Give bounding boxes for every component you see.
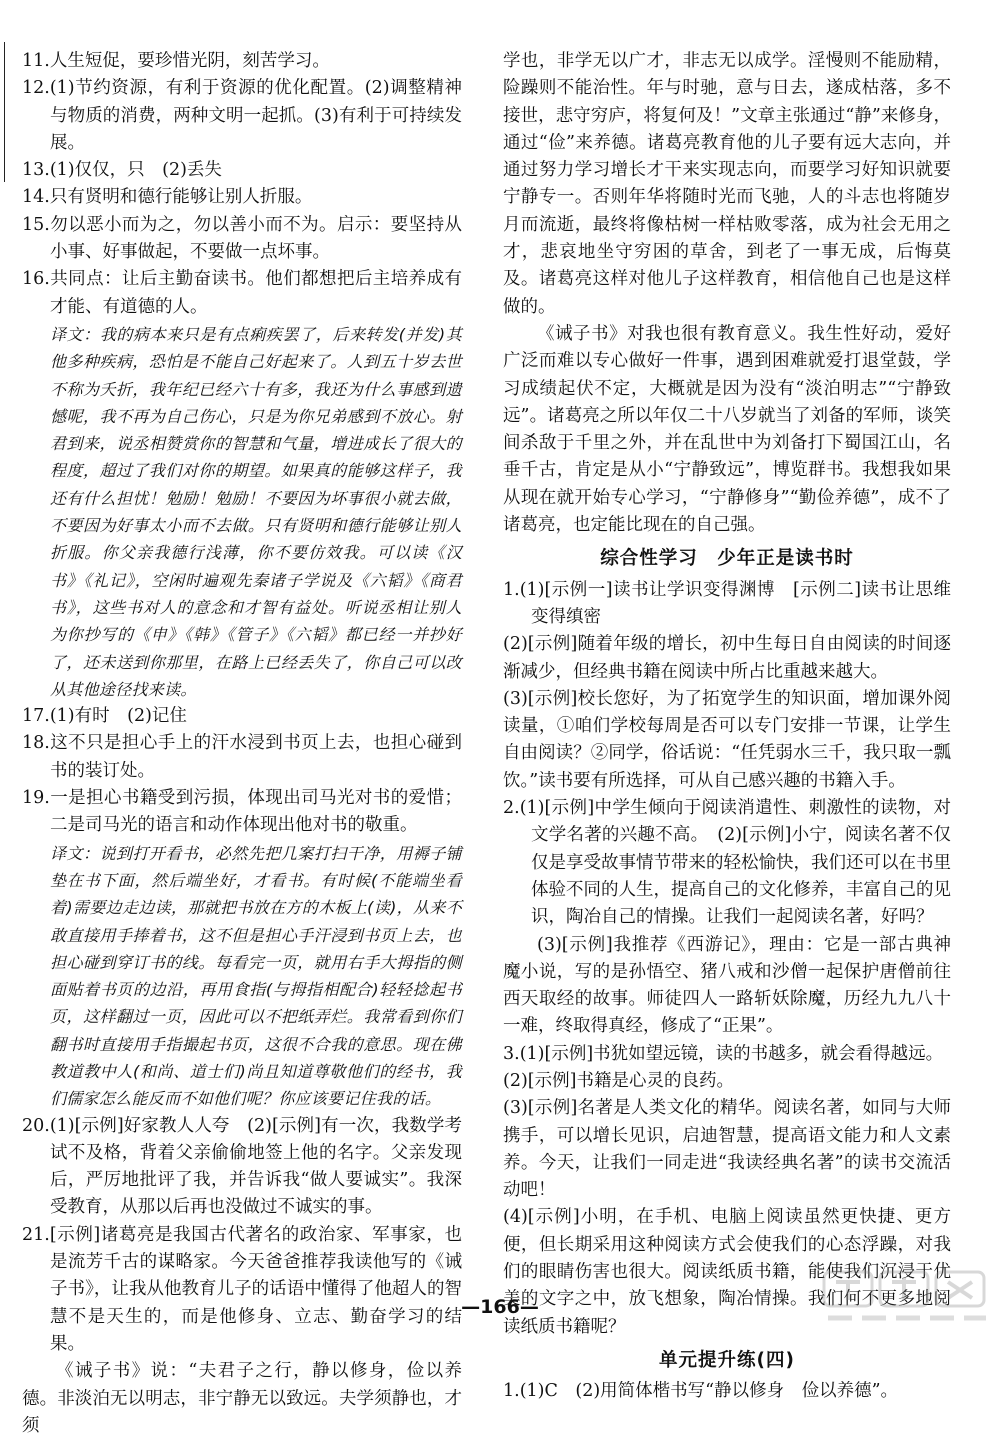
section-heading: 综合性学习 少年正是读书时 [600, 548, 854, 570]
answer-paragraph: (3)[示例]校长您好，为了拓宽学生的知识面，增加课外阅读量，①咱们学校每周是否可以专门安排一节课，让学生自由阅读？②同学，俗话说：“任凭弱水三千，我只取一瓢饮。”读书要有所选择，可从自己感兴趣的书籍入手。 [503, 688, 951, 791]
answer-paragraph: 译文：说到打开看书，必然先把几案打扫干净，用褥子铺垫在书下面，然后端坐好，才看书。有时候(不能端坐看着)需要边走边读，那就把书放在方的木板上(读)，从来不敢直接用手捧着书，这不但是担心手汗浸到书页上去，也担心碰到穿订书的线。每看完一页，就用右手大拇指的侧面贴着书页的边沿，再用食指(与拇指相配合)轻轻捻起书页，这样翻过一页，因此可以不把纸弄烂。我常看到你们翻书时直接用手指撮起书页，这很不合我的意思。现在佛教道教中人(和尚、道士们)尚且知道尊敬他们的经书，我们儒家怎么能反而不如他们呢？你应该要记住我的话。 [50, 843, 462, 1109]
answer-column-right [503, 48, 951, 1406]
answer-paragraph: 学也，非学无以广才，非志无以成学。淫慢则不能励精，险躁则不能治性。年与时驰，意与日去，遂成枯落，多不接世，悲守穷庐，将复何及！”文章主张通过“静”来修身，通过“俭”来养德。诸葛亮教育他的儿子要有远大志向，并通过努力学习增长才干来实现志向，而要学习好知识就要宁静专一。否则年华将随时光而飞驰，人的斗志也将随岁月而流逝，最终将像枯树一样枯败零落，成为社会无用之才，悲哀地坐守穷困的草舍，到老了一事无成，后悔莫及。诸葛亮这样对他儿子这样教育，相信他自己也是这样做的。 [503, 51, 951, 317]
answer-paragraph: 18.这不只是担心手上的汗水浸到书页上去，也担心碰到书的装订处。 [22, 733, 462, 781]
answer-paragraph: 2.(1)[示例]中学生倾向于阅读消遣性、刺激性的读物，对文学名著的兴趣不高。 (2)[示例]小宁，阅读名著不仅仅是享受故事情节带来的轻松愉快，我们还可以在书里体验不同的人生，提高自己的文化修养，丰富自己的见识，陶冶自己的情操。让我们一起阅读名著，好吗？ [503, 798, 951, 928]
answer-column-left [22, 48, 462, 1440]
answer-paragraph: 11.人生短促，要珍惜光阴，刻苦学习。 [22, 51, 330, 71]
answer-paragraph: (3)[示例]我推荐《西游记》，理由：它是一部古典神魔小说，写的是孙悟空、猪八戒和沙僧一起保护唐僧前往西天取经的故事。师徒四人一路斩妖除魔，历经九九八十一难，终取得真经，修成了“正果”。 [503, 934, 951, 1037]
answer-paragraph: 译文：我的病本来只是有点痢疾罢了，后来转发(并发)其他多种疾病，恐怕是不能自己好起来了。人到五十岁去世不称为夭折，我年纪已经六十有多，我还为什么事感到遗憾呢，我不再为自己伤心，只是为你兄弟感到不放心。射君到来，说丞相赞赏你的智慧和气量，增进成长了很大的程度，超过了我们对你的期望。如果真的能够这样子，我还有什么担忧！勉励！勉励！不要因为坏事很小就去做，不要因为好事太小而不去做。只有贤明和德行能够让别人折服。你父亲我德行浅薄，你不要仿效我。可以读《汉书》《礼记》，空闲时遍观先秦诸子学说及《六韬》《商君书》，这些书对人的意念和才智有益处。听说丞相让别人为你抄写的《申》《韩》《管子》《六韬》都已经一并抄好了，还未送到你那里，在路上已经丢失了，你自己可以改从其他途径找来读。 [50, 324, 462, 699]
answer-paragraph: (2)[示例]随着年级的增长，初中生每日自由阅读的时间逐渐减少，但经典书籍在阅读中所占比重越来越大。 [503, 634, 951, 682]
answer-paragraph: 15.勿以恶小而为之，勿以善小而不为。启示：要坚持从小事、好事做起，不要做一点坏事。 [22, 214, 462, 263]
answer-paragraph: 19.一是担心书籍受到污损，体现出司马光对书的爱惜；二是司马光的语言和动作体现出他对书的敬重。 [22, 788, 462, 836]
answer-paragraph: 16.共同点：让后主勤奋读书。他们都想把后主培养成有才能、有道德的人。 [22, 269, 462, 317]
answer-paragraph: 21.[示例]诸葛亮是我国古代著名的政治家、军事家，也是流芳千古的谋略家。今天爸爸推荐我读他写的《诫子书》，让我从他教育儿子的话语中懂得了他超人的智慧不是天生的，而是他修身、立志、勤奋学习的结果。 [22, 1224, 462, 1354]
answer-paragraph: 13.(1)仅仅，只 (2)丢失 [22, 160, 222, 181]
margin-rule [4, 42, 5, 182]
page-number: —166— [461, 1296, 539, 1318]
answer-paragraph: (4)[示例]小明，在手机、电脑上阅读虽然更快捷、更方便，但长期采用这种阅读方式会使我们的心态浮躁，对我们的眼睛伤害也很大。阅读纸质书籍，能使我们沉浸于优美的文字之中，放飞想象，陶冶情操。我们何不更多地阅读纸质书籍呢？ [503, 1207, 951, 1337]
answer-paragraph: 《诫子书》对我也很有教育意义。我生性好动，爱好广泛而难以专心做好一件事，遇到困难就爱打退堂鼓，学习成绩起伏不定，大概就是因为没有“淡泊明志”“宁静致远”。诸葛亮之所以年仅二十八岁就当了刘备的军师，谈笑间杀敌于千里之外，并在乱世中为刘备打下蜀国江山，名垂千古，肯定是从小“宁静致远”，博览群书。我想我如果从现在就开始专心学习，“宁静修身”“勤俭养德”，成不了诸葛亮，也定能比现在的自己强。 [503, 323, 951, 536]
answer-paragraph: 20.(1)[示例]好家教人人夸 (2)[示例]有一次，我数学考试不及格，背着父亲偷偷地签上他的名字。父亲发现后，严厉地批评了我，并告诉我“做人要诚实”。我深受教育，从那以后再也没做过不诚实的事。 [22, 1115, 462, 1218]
section-heading: 单元提升练(四) [659, 1349, 795, 1371]
answer-paragraph: 3.(1)[示例]书犹如望远镜，读的书越多，就会看得越远。 [503, 1043, 944, 1064]
answer-paragraph: 《诫子书》说：“夫君子之行，静以修身，俭以养德。非淡泊无以明志，非宁静无以致远。夫学须静也，才须 [22, 1361, 462, 1436]
answer-paragraph: 14.只有贤明和德行能够让别人折服。 [22, 187, 313, 208]
answer-paragraph: (2)[示例]书籍是心灵的良药。 [503, 1070, 734, 1091]
answer-paragraph: (3)[示例]名著是人类文化的精华。阅读名著，如同与大师携手，可以增长见识，启迪智慧，提高语文能力和人文素养。今天，让我们一同走进“我读经典名著”的读书交流活动吧！ [503, 1098, 951, 1201]
answer-paragraph: 17.(1)有时 (2)记住 [22, 706, 187, 727]
answer-paragraph: 1.(1)C (2)用简体楷书写“静以修身 俭以养德”。 [503, 1381, 899, 1402]
answer-paragraph: 12.(1)节约资源，有利于资源的优化配置。(2)调整精神与物质的消费，两种文明一起抓。(3)有利于可持续发展。 [22, 78, 462, 153]
answer-paragraph: 1.(1)[示例一]读书让学识变得渊博 [示例二]读书让思维变得缜密 [503, 579, 951, 627]
